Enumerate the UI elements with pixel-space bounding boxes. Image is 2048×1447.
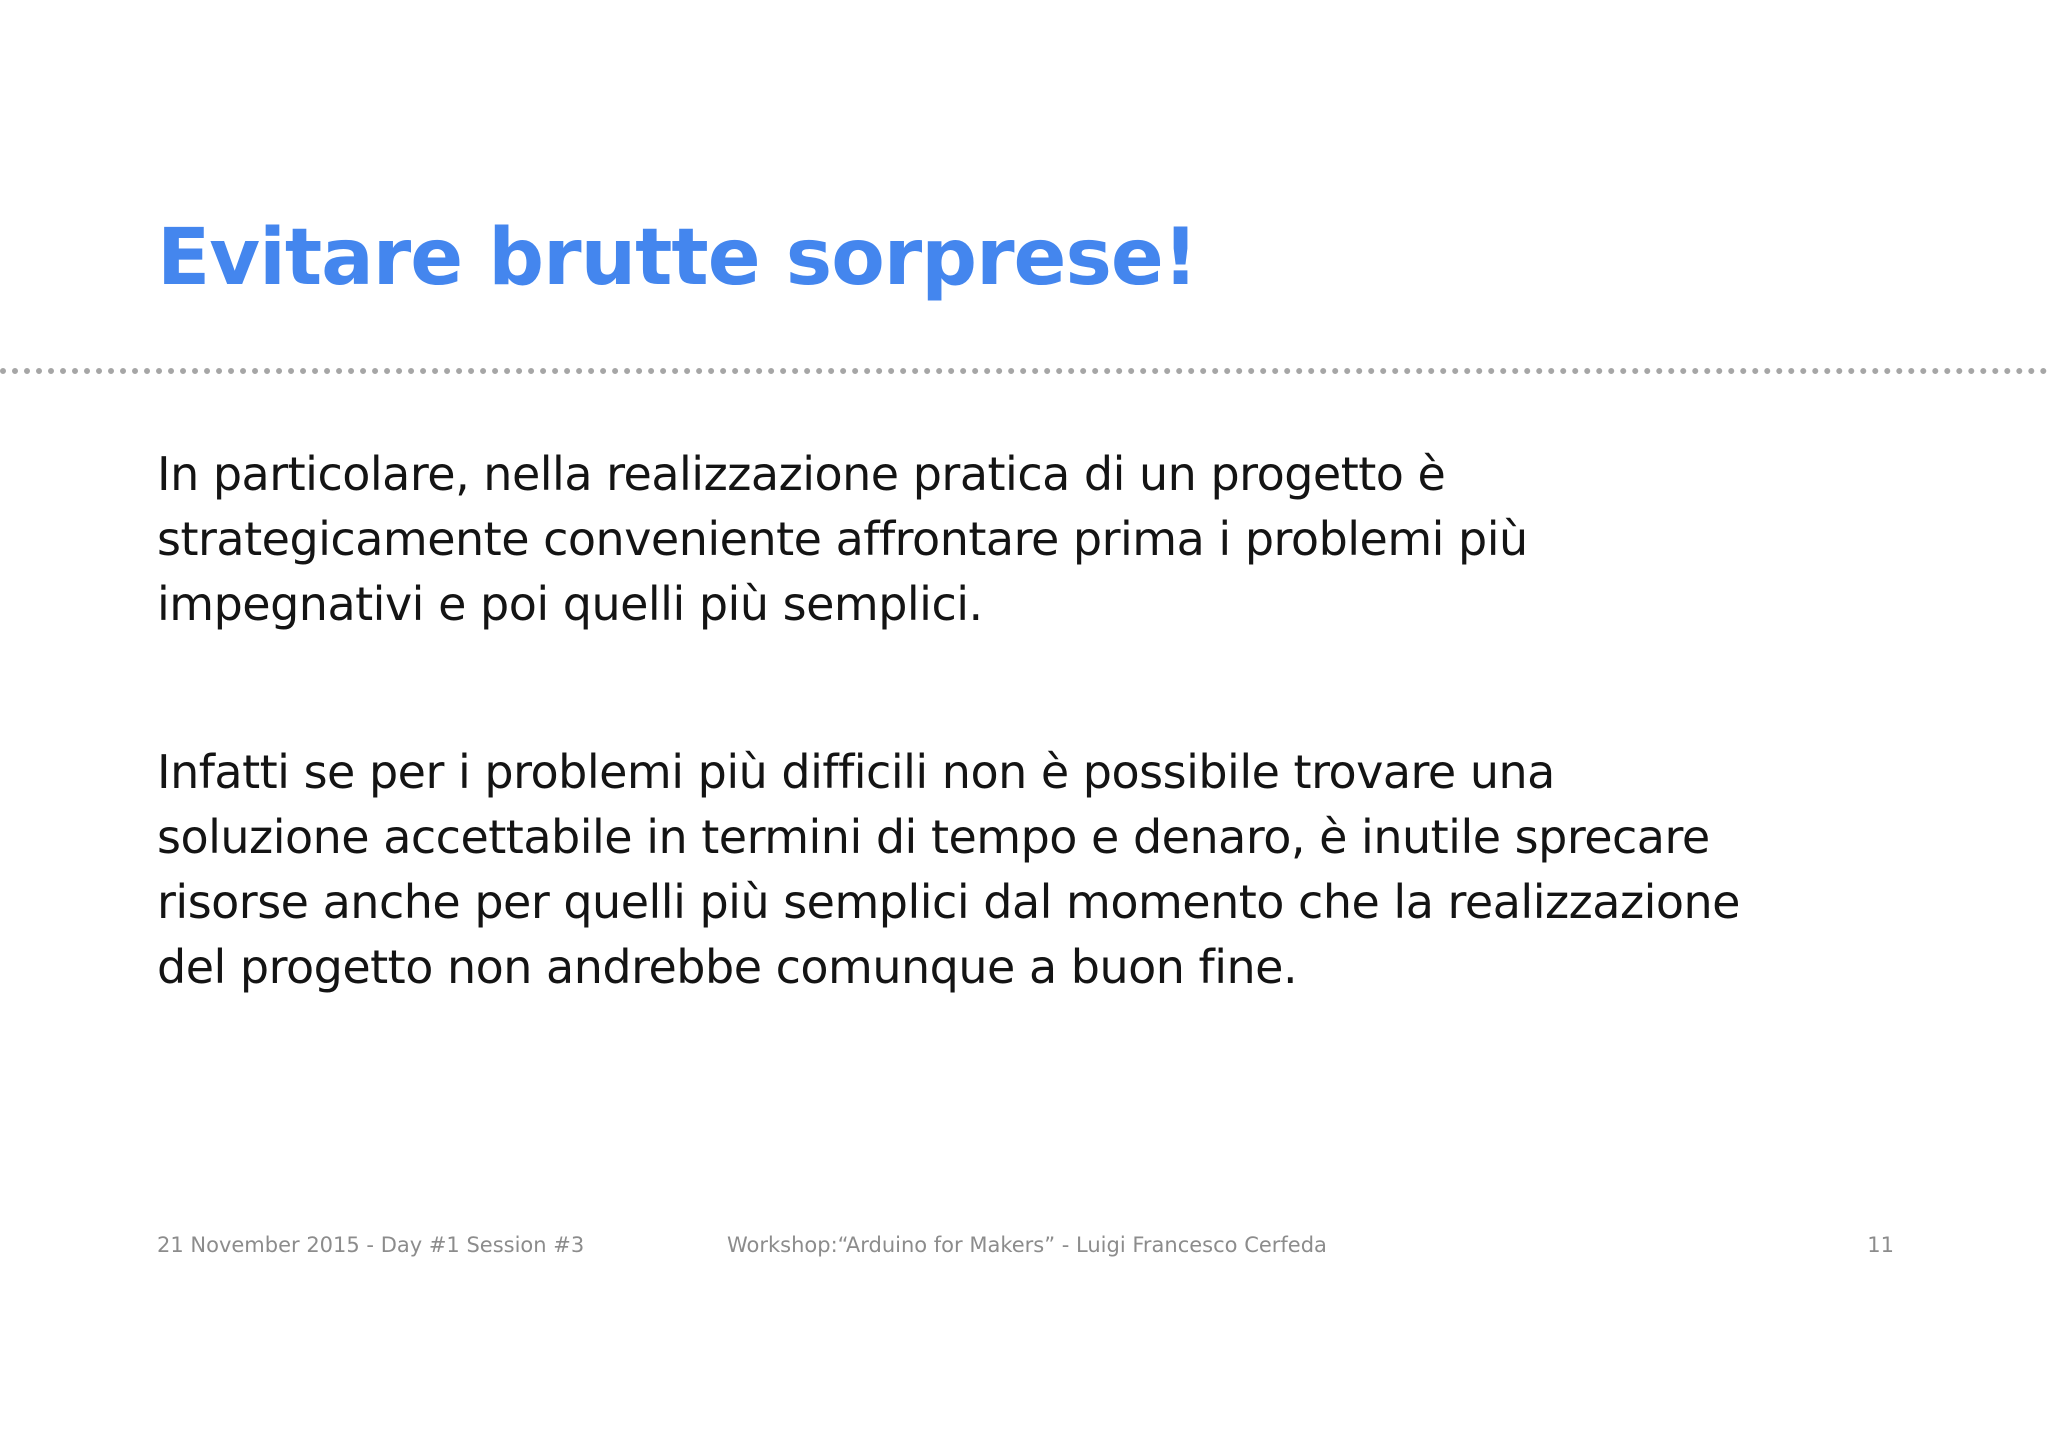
footer-page-number: 11 bbox=[1867, 1233, 1894, 1257]
paragraph-2-line: del progetto non andrebbe comunque a buon fine. bbox=[157, 940, 1298, 994]
footer-date-session: 21 November 2015 - Day #1 Session #3 bbox=[157, 1233, 585, 1257]
paragraph-1-line: impegnativi e poi quelli più semplici. bbox=[157, 577, 983, 631]
slide-title: Evitare brutte sorprese! bbox=[157, 213, 1198, 303]
footer-workshop: Workshop:“Arduino for Makers” - Luigi Francesco Cerfeda bbox=[727, 1233, 1327, 1257]
paragraph-1-line: strategicamente conveniente affrontare prima i problemi più bbox=[157, 512, 1528, 566]
paragraph-1 bbox=[157, 442, 2017, 637]
paragraph-2 bbox=[157, 740, 2017, 1000]
paragraph-1-line: In particolare, nella realizzazione pratica di un progetto è bbox=[157, 447, 1446, 501]
paragraph-2-line: Infatti se per i problemi più difficili non è possibile trovare una bbox=[157, 745, 1555, 799]
paragraph-2-line: soluzione accettabile in termini di tempo e denaro, è inutile sprecare bbox=[157, 810, 1710, 864]
title-divider bbox=[0, 368, 2048, 374]
paragraph-2-line: risorse anche per quelli più semplici dal momento che la realizzazione bbox=[157, 875, 1740, 929]
